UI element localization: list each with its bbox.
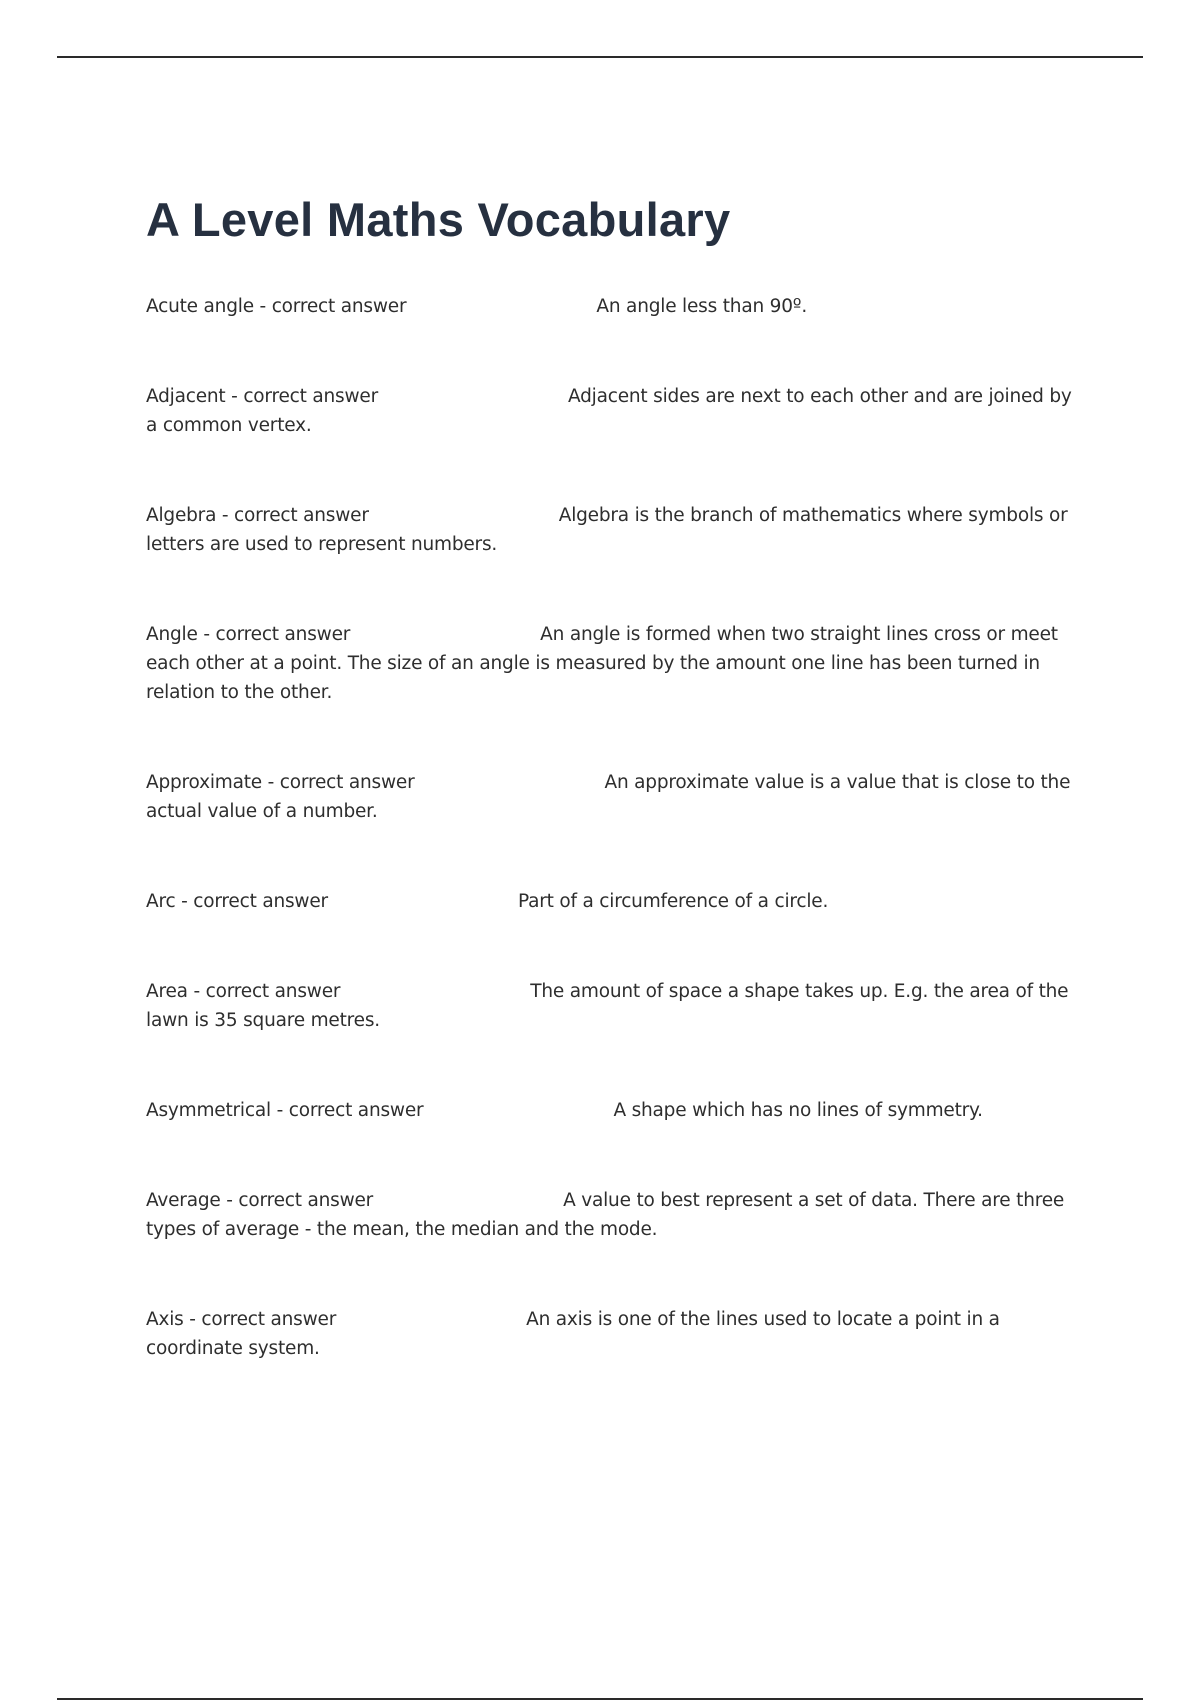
top-rule <box>57 56 1143 58</box>
entry-term: Adjacent - correct answer <box>146 386 378 407</box>
entry-term: Acute angle - correct answer <box>146 296 407 317</box>
document-body <box>146 190 1086 1424</box>
vocab-entry <box>146 382 1086 440</box>
entry-definition: A shape which has no lines of symmetry. <box>613 1100 983 1121</box>
entry-definition: An angle is formed when two straight lines cross or meet each other at a point. The size of an angle is measured by the amount one line has been turned in relation to the other. <box>146 624 1058 703</box>
vocab-entry <box>146 620 1086 707</box>
vocab-entry <box>146 501 1086 559</box>
entry-definition: The amount of space a shape takes up. E.g. the area of the lawn is 35 square metres. <box>146 981 1069 1031</box>
entry-definition: Part of a circumference of a circle. <box>517 891 829 912</box>
entry-definition: Adjacent sides are next to each other and are joined by a common vertex. <box>146 386 1072 436</box>
vocab-entry <box>146 1305 1086 1363</box>
vocab-entry <box>146 768 1086 826</box>
entry-definition: Algebra is the branch of mathematics where symbols or letters are used to represent numbers. <box>146 505 1068 555</box>
vocab-entry <box>146 292 1086 321</box>
vocab-entry <box>146 1096 1086 1125</box>
page-title: A Level Maths Vocabulary <box>146 193 731 246</box>
entry-term: Area - correct answer <box>146 981 341 1002</box>
entry-term: Average - correct answer <box>146 1190 374 1211</box>
entry-term: Approximate - correct answer <box>146 772 415 793</box>
entry-definition: An axis is one of the lines used to locate a point in a coordinate system. <box>146 1309 1000 1359</box>
entry-definition: An approximate value is a value that is close to the actual value of a number. <box>146 772 1071 822</box>
entry-term: Axis - correct answer <box>146 1309 337 1330</box>
entry-definition: A value to best represent a set of data. There are three types of average - the mean, the median and the mode. <box>146 1190 1065 1240</box>
entry-term: Asymmetrical - correct answer <box>146 1100 424 1121</box>
entry-term: Arc - correct answer <box>146 891 328 912</box>
entry-term: Angle - correct answer <box>146 624 351 645</box>
vocab-entry <box>146 887 1086 916</box>
vocab-entry <box>146 977 1086 1035</box>
vocab-entry <box>146 1186 1086 1244</box>
entry-term: Algebra - correct answer <box>146 505 369 526</box>
entry-definition: An angle less than 90º. <box>596 296 807 317</box>
